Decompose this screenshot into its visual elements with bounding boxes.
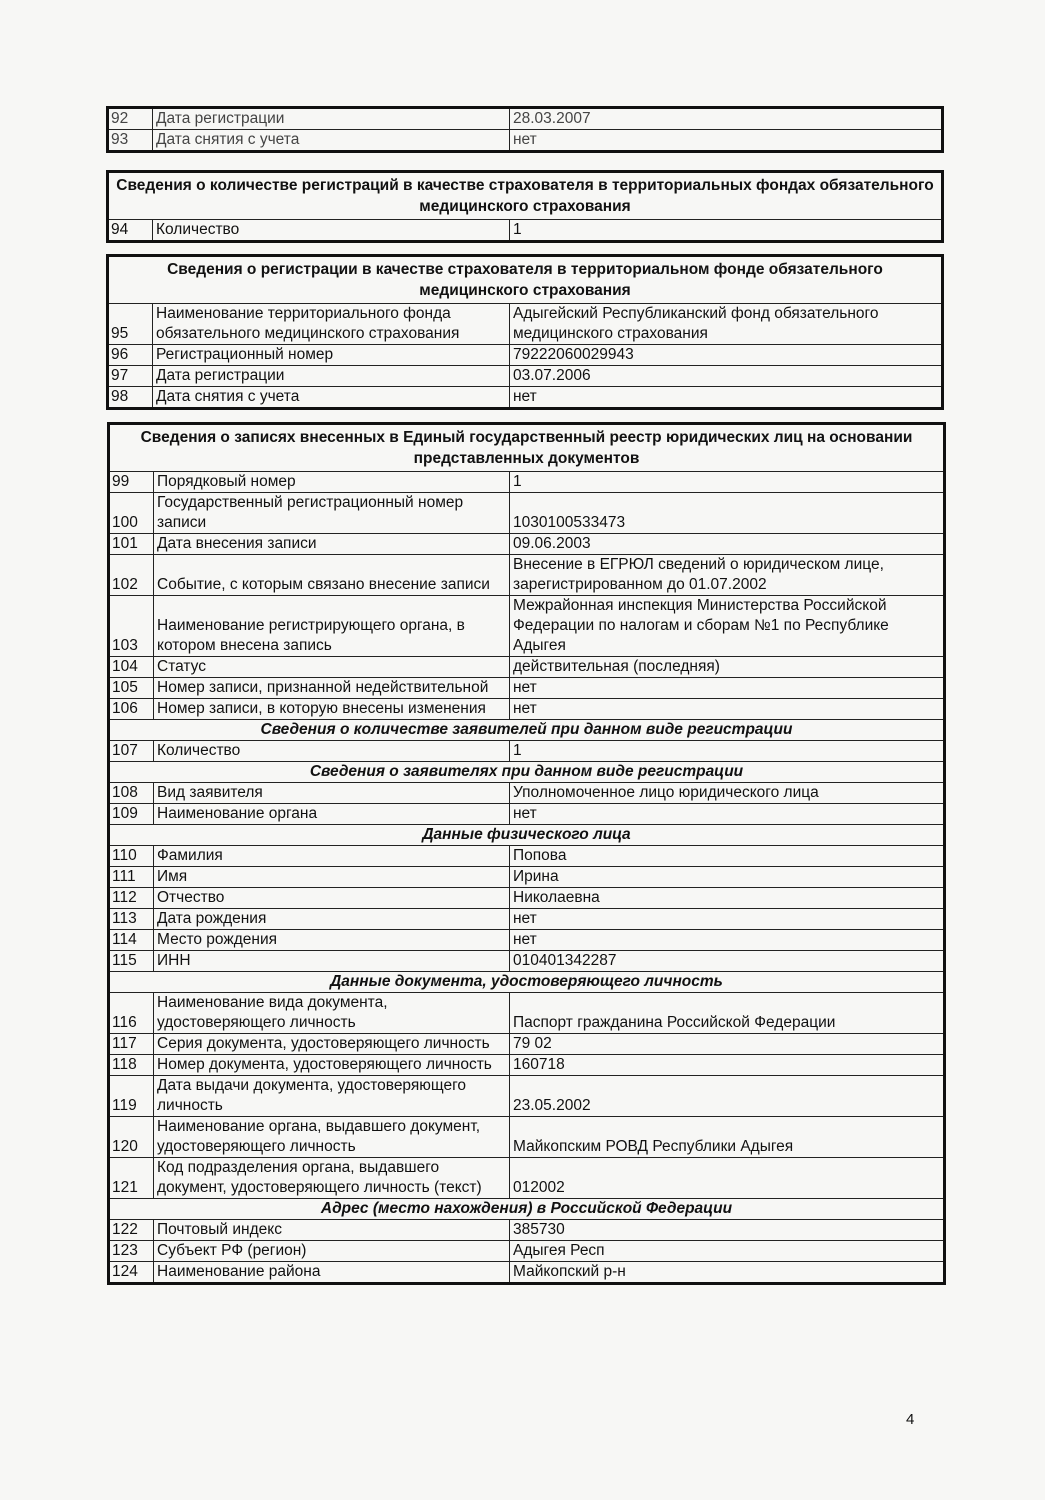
person-heading: Данные физического лица: [109, 825, 945, 846]
table-row: [109, 1055, 945, 1076]
row-value: Попова: [510, 846, 945, 867]
row-label: Номер записи, признанной недействительной: [154, 678, 510, 699]
section-row: [109, 720, 945, 741]
row-label: Отчество: [154, 888, 510, 909]
row-value: нет: [510, 678, 945, 699]
row-num: 110: [109, 846, 154, 867]
row-num: 111: [109, 867, 154, 888]
row-value: 010401342287: [510, 951, 945, 972]
row-num: 106: [109, 699, 154, 720]
table-row: [109, 699, 945, 720]
table-row: [109, 783, 945, 804]
table-row: [108, 304, 943, 345]
table-row: [109, 555, 945, 596]
row-num: 93: [108, 130, 153, 152]
row-num: 98: [108, 387, 153, 409]
table-row: [109, 846, 945, 867]
row-value: нет: [510, 387, 943, 409]
row-value: нет: [510, 699, 945, 720]
row-num: 100: [109, 493, 154, 534]
row-value: 1: [510, 741, 945, 762]
table-row: [109, 1241, 945, 1262]
table-row: [109, 1076, 945, 1117]
row-num: 120: [109, 1117, 154, 1158]
table-row: [109, 678, 945, 699]
row-label: ИНН: [154, 951, 510, 972]
table-row: [109, 493, 945, 534]
row-value: Ирина: [510, 867, 945, 888]
table-row: [108, 108, 943, 130]
row-label: Дата снятия с учета: [153, 130, 510, 152]
row-label: Количество: [153, 220, 510, 242]
row-value: 03.07.2006: [510, 366, 943, 387]
row-label: Количество: [154, 741, 510, 762]
foms-count-header: Сведения о количестве регистраций в качестве страхователя в территориальных фондах обязательного медицинского страхования: [108, 172, 943, 220]
row-num: 123: [109, 1241, 154, 1262]
row-value: Внесение в ЕГРЮЛ сведений о юридическом лице, зарегистрированном до 01.07.2002: [510, 555, 945, 596]
row-num: 112: [109, 888, 154, 909]
table-row: [108, 387, 943, 409]
row-value: Межрайонная инспекция Министерства Российской Федерации по налогам и сборам №1 по Республике Адыгея: [510, 596, 945, 657]
row-value: 385730: [510, 1220, 945, 1241]
row-num: 114: [109, 930, 154, 951]
row-value: 23.05.2002: [510, 1076, 945, 1117]
table-row: [109, 804, 945, 825]
registration-dates-table: [106, 106, 944, 153]
row-label: Дата снятия с учета: [153, 387, 510, 409]
row-num: 108: [109, 783, 154, 804]
table-row: [109, 741, 945, 762]
row-num: 107: [109, 741, 154, 762]
id-document-heading: Данные документа, удостоверяющего личность: [109, 972, 945, 993]
row-label: Событие, с которым связано внесение записи: [154, 555, 510, 596]
row-value: Майкопский р-н: [510, 1262, 945, 1284]
row-value: нет: [510, 804, 945, 825]
row-value: 79222060029943: [510, 345, 943, 366]
row-num: 115: [109, 951, 154, 972]
row-label: Номер записи, в которую внесены изменения: [154, 699, 510, 720]
row-value: Паспорт гражданина Российской Федерации: [510, 993, 945, 1034]
table-row: [109, 1262, 945, 1284]
row-num: 101: [109, 534, 154, 555]
section-row: [109, 762, 945, 783]
table-row: [109, 867, 945, 888]
row-num: 103: [109, 596, 154, 657]
table-row: [108, 220, 943, 242]
row-value: Адыгея Респ: [510, 1241, 945, 1262]
table-row: [109, 951, 945, 972]
row-value: Уполномоченное лицо юридического лица: [510, 783, 945, 804]
row-label: Наименование района: [154, 1262, 510, 1284]
row-label: Дата внесения записи: [154, 534, 510, 555]
applicant-count-heading: Сведения о количестве заявителей при данном виде регистрации: [109, 720, 945, 741]
row-num: 113: [109, 909, 154, 930]
row-label: Дата регистрации: [153, 108, 510, 130]
foms-count-table: [106, 170, 944, 243]
row-value: 160718: [510, 1055, 945, 1076]
egrul-header: Сведения о записях внесенных в Единый государственный реестр юридических лиц на основании представленных документов: [109, 424, 945, 472]
row-num: 96: [108, 345, 153, 366]
row-label: Место рождения: [154, 930, 510, 951]
page-number: 4: [906, 1411, 915, 1428]
row-value: нет: [510, 130, 943, 152]
row-value: нет: [510, 930, 945, 951]
row-value: нет: [510, 909, 945, 930]
egrul-records-table: [107, 422, 946, 1285]
applicants-heading: Сведения о заявителях при данном виде регистрации: [109, 762, 945, 783]
row-label: Почтовый индекс: [154, 1220, 510, 1241]
table-row: [109, 534, 945, 555]
row-value: Николаевна: [510, 888, 945, 909]
row-label: Порядковый номер: [154, 472, 510, 493]
row-label: Регистрационный номер: [153, 345, 510, 366]
row-label: Дата выдачи документа, удостоверяющего личность: [154, 1076, 510, 1117]
row-label: Наименование территориального фонда обязательного медицинского страхования: [153, 304, 510, 345]
address-heading: Адрес (место нахождения) в Российской Федерации: [109, 1199, 945, 1220]
row-label: Государственный регистрационный номер записи: [154, 493, 510, 534]
table-row: [109, 888, 945, 909]
table-row: [109, 1117, 945, 1158]
row-label: Наименование органа: [154, 804, 510, 825]
row-label: Наименование вида документа, удостоверяющего личность: [154, 993, 510, 1034]
table-row: [108, 366, 943, 387]
row-label: Имя: [154, 867, 510, 888]
table-row: [109, 1034, 945, 1055]
row-label: Субъект РФ (регион): [154, 1241, 510, 1262]
foms-registration-table: [106, 254, 944, 410]
row-value: 79 02: [510, 1034, 945, 1055]
row-num: 109: [109, 804, 154, 825]
row-num: 121: [109, 1158, 154, 1199]
row-label: Наименование органа, выдавшего документ, удостоверяющего личность: [154, 1117, 510, 1158]
row-label: Статус: [154, 657, 510, 678]
table-row: [109, 993, 945, 1034]
row-value: 09.06.2003: [510, 534, 945, 555]
row-label: Дата регистрации: [153, 366, 510, 387]
row-num: 124: [109, 1262, 154, 1284]
row-value: Майкопским РОВД Республики Адыгея: [510, 1117, 945, 1158]
row-num: 122: [109, 1220, 154, 1241]
row-num: 92: [108, 108, 153, 130]
row-value: Адыгейский Республиканский фонд обязательного медицинского страхования: [510, 304, 943, 345]
row-num: 94: [108, 220, 153, 242]
row-num: 116: [109, 993, 154, 1034]
section-row: [109, 972, 945, 993]
row-value: 1: [510, 472, 945, 493]
row-label: Фамилия: [154, 846, 510, 867]
table-row: [109, 930, 945, 951]
row-num: 104: [109, 657, 154, 678]
row-value: 012002: [510, 1158, 945, 1199]
row-label: Наименование регистрирующего органа, в котором внесена запись: [154, 596, 510, 657]
table-row: [109, 657, 945, 678]
row-label: Номер документа, удостоверяющего личность: [154, 1055, 510, 1076]
table-row: [108, 345, 943, 366]
row-num: 102: [109, 555, 154, 596]
row-value: 1: [510, 220, 943, 242]
row-num: 95: [108, 304, 153, 345]
row-label: Серия документа, удостоверяющего личность: [154, 1034, 510, 1055]
table-row: [109, 909, 945, 930]
table-row: [109, 596, 945, 657]
row-num: 118: [109, 1055, 154, 1076]
row-num: 119: [109, 1076, 154, 1117]
row-label: Вид заявителя: [154, 783, 510, 804]
table-row: [109, 472, 945, 493]
section-row: [109, 825, 945, 846]
table-row: [109, 1158, 945, 1199]
foms-registration-header: Сведения о регистрации в качестве страхователя в территориальном фонде обязательного медицинского страхования: [108, 256, 943, 304]
row-value: действительная (последняя): [510, 657, 945, 678]
row-label: Код подразделения органа, выдавшего документ, удостоверяющего личность (текст): [154, 1158, 510, 1199]
table-row: [109, 1220, 945, 1241]
row-value: 28.03.2007: [510, 108, 943, 130]
row-num: 105: [109, 678, 154, 699]
row-num: 99: [109, 472, 154, 493]
section-row: [109, 1199, 945, 1220]
row-value: 1030100533473: [510, 493, 945, 534]
row-num: 117: [109, 1034, 154, 1055]
row-label: Дата рождения: [154, 909, 510, 930]
row-num: 97: [108, 366, 153, 387]
table-row: [108, 130, 943, 152]
